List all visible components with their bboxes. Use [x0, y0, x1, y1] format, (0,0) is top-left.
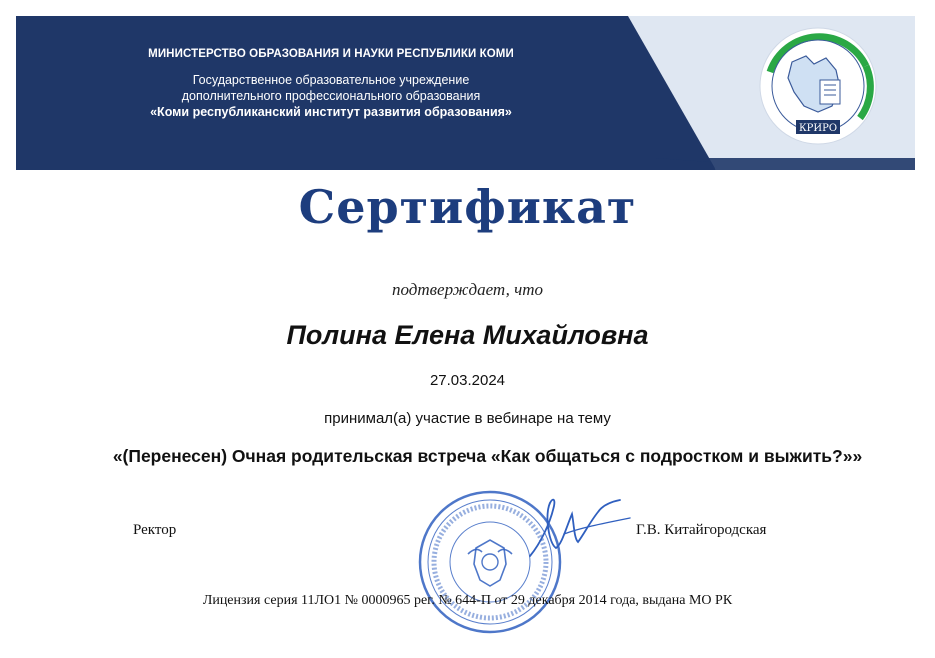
participation-text: принимал(а) участие в вебинаре на тему	[324, 410, 611, 427]
banner-text	[106, 48, 556, 120]
license-info: Лицензия серия 11ЛО1 № 0000965 рег. № 644-П от 29 декабря 2014 года, выдана МО РК	[202, 593, 733, 608]
certificate-title: Сертификат	[298, 180, 637, 234]
recipient-name: Полина Елена Михайловна	[286, 320, 649, 350]
confirms-text: подтверждает, что	[392, 280, 543, 299]
institution-line-1: Государственное образовательное учреждение	[192, 73, 470, 87]
event-date: 27.03.2024	[429, 372, 506, 389]
ministry-name: МИНИСТЕРСТВО ОБРАЗОВАНИЯ И НАУКИ РЕСПУБЛИКИ КОМИ	[148, 48, 514, 60]
logo-text: КРИРО	[798, 123, 838, 134]
institution-line-3: «Коми республиканский институт развития образования»	[150, 105, 512, 119]
webinar-topic: «(Перенесен) Очная родительская встреча «Как общаться с подростком и выжить?»»	[112, 446, 863, 466]
rector-name: Г.В. Китайгородская	[636, 522, 767, 538]
kriro-logo-icon	[748, 22, 888, 154]
signature-icon	[520, 484, 640, 574]
institution-line-2: дополнительного профессионального образования	[181, 89, 481, 103]
rector-label: Ректор	[133, 522, 177, 538]
